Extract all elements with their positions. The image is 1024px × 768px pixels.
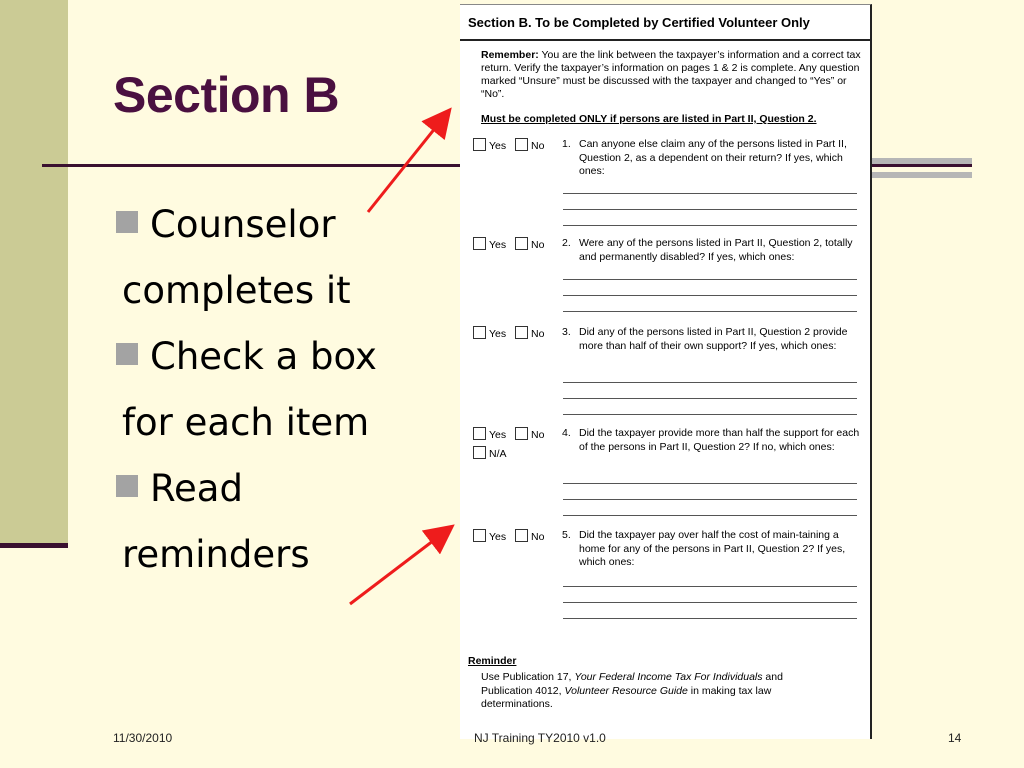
answer-line[interactable] (563, 414, 857, 415)
bullet-list (116, 192, 377, 588)
answer-line[interactable] (563, 193, 857, 194)
answer-line[interactable] (563, 382, 857, 383)
square-bullet-icon (116, 211, 138, 233)
answer-line[interactable] (563, 225, 857, 226)
form-image-section-b (460, 4, 872, 739)
no-checkbox[interactable]: No (515, 529, 544, 543)
yes-checkbox[interactable]: Yes (473, 529, 506, 543)
reminder-text: Use Publication 17, Your Federal Income Tax For Individuals and Publication 4012, Volunteer Resource Guide in making tax law determinations. (481, 671, 783, 710)
yes-checkbox[interactable]: Yes (473, 326, 506, 340)
bullet-item: Counselor (116, 192, 377, 258)
must-complete-note: Must be completed ONLY if persons are listed in Part II, Question 2. (481, 113, 817, 125)
question-text: Did the taxpayer pay over half the cost of main-taining a home for any of the persons in Part II, Question 2? If yes, which ones: (579, 529, 846, 568)
checkbox-icon (515, 427, 528, 440)
checkbox-icon (515, 529, 528, 542)
arrow-to-remember-note (368, 112, 448, 212)
yes-checkbox[interactable]: Yes (473, 427, 506, 441)
right-decorative-band-bottom (872, 172, 972, 178)
question-number: 4. (562, 427, 571, 439)
checkbox-icon (473, 427, 486, 440)
remember-note: Remember: You are the link between the taxpayer’s information and a correct tax return. Verify the taxpayer’s information on pages 1 & 2 is complete. Any question marked “Unsure” must be discussed with the taxpayer and changed to “Yes” or “No”. (481, 49, 861, 100)
footer-page-number: 14 (948, 731, 962, 745)
answer-line[interactable] (563, 618, 857, 619)
bullet-continuation: for each item (122, 401, 370, 444)
answer-line[interactable] (563, 209, 857, 210)
no-checkbox[interactable]: No (515, 237, 544, 251)
square-bullet-icon (116, 475, 138, 497)
checkbox-icon (473, 138, 486, 151)
bullet-item: Check a box (116, 324, 377, 390)
answer-line[interactable] (563, 483, 857, 484)
answer-line[interactable] (563, 311, 857, 312)
checkbox-icon (473, 326, 486, 339)
bullet-continuation: completes it (122, 269, 351, 312)
footer-date: 11/30/2010 (113, 731, 173, 745)
title-underline-rule (42, 164, 472, 167)
question-text: Can anyone else claim any of the persons listed in Part II, Question 2, as a dependent on their return? If yes, which ones: (579, 138, 847, 177)
no-checkbox[interactable]: No (515, 326, 544, 340)
checkbox-icon (515, 138, 528, 151)
checkbox-icon (515, 326, 528, 339)
question-number: 3. (562, 326, 571, 338)
answer-line[interactable] (563, 515, 857, 516)
answer-line[interactable] (563, 295, 857, 296)
answer-line[interactable] (563, 398, 857, 399)
question-number: 2. (562, 237, 571, 249)
question-number: 1. (562, 138, 571, 150)
question-text: Did any of the persons listed in Part II, Question 2 provide more than half of their own support? If yes, which ones: (579, 326, 848, 352)
answer-line[interactable] (563, 499, 857, 500)
reminder-heading: Reminder (468, 655, 517, 667)
question-text: Were any of the persons listed in Part II, Question 2, totally and permanently disabled? If yes, which ones: (579, 237, 853, 263)
checkbox-icon (515, 237, 528, 250)
checkbox-icon (473, 237, 486, 250)
left-decorative-band (0, 0, 68, 548)
checkbox-icon (473, 529, 486, 542)
form-header: Section B. To be Completed by Certified Volunteer Only (460, 5, 870, 41)
answer-line[interactable] (563, 602, 857, 603)
yes-checkbox[interactable]: Yes (473, 237, 506, 251)
footer-center-text: NJ Training TY2010 v1.0 (474, 731, 606, 745)
checkbox-icon (473, 446, 486, 459)
right-accent-rule (872, 164, 972, 167)
left-accent-rule (0, 543, 68, 548)
bullet-continuation: reminders (122, 533, 310, 576)
no-checkbox[interactable]: No (515, 138, 544, 152)
question-text: Did the taxpayer provide more than half the support for each of the persons in Part II, Question 2? If no, which ones: (579, 427, 860, 453)
no-checkbox[interactable]: No (515, 427, 544, 441)
na-checkbox[interactable]: N/A (473, 446, 507, 460)
answer-line[interactable] (563, 586, 857, 587)
yes-checkbox[interactable]: Yes (473, 138, 506, 152)
square-bullet-icon (116, 343, 138, 365)
answer-line[interactable] (563, 279, 857, 280)
slide-title: Section B (113, 67, 340, 123)
question-number: 5. (562, 529, 571, 541)
bullet-item: Read (116, 456, 377, 522)
